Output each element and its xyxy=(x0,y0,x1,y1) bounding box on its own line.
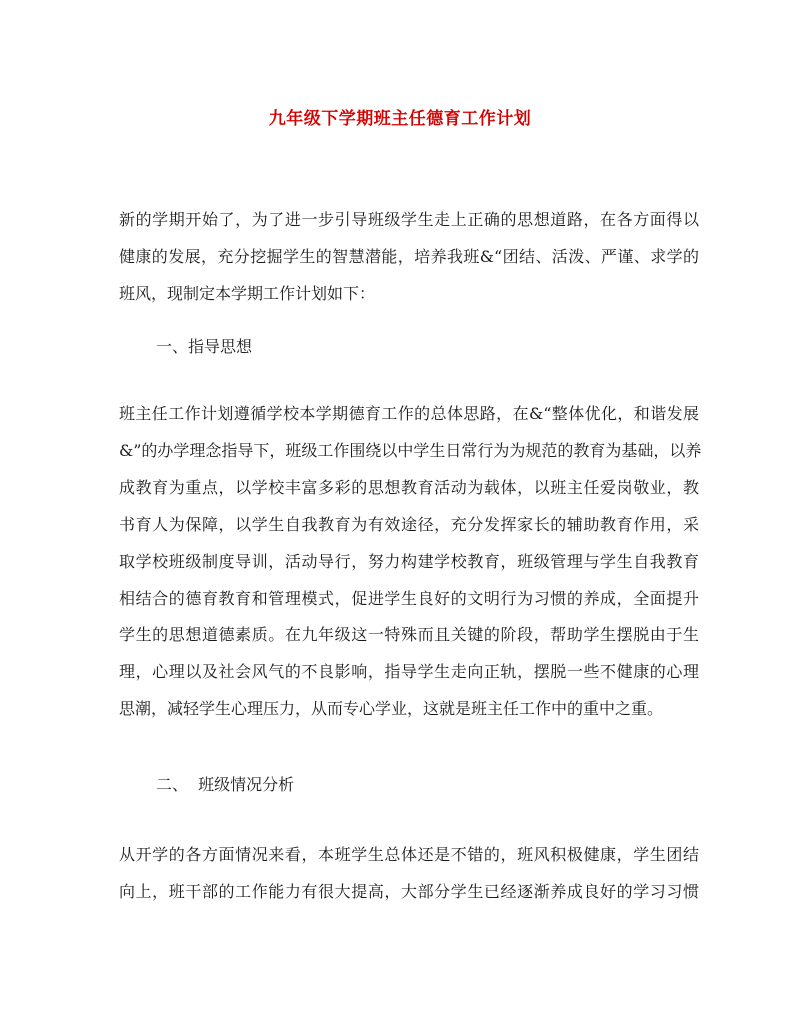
class-analysis-paragraph xyxy=(119,837,699,911)
text-line: 健康的发展，充分挖掘学生的智慧潜能，培养我班&“团结、活泼、严谨、求学的 xyxy=(119,246,699,266)
text-line: 向上，班干部的工作能力有很大提高，大部分学生已经逐渐养成良好的学习习惯 xyxy=(119,881,699,901)
text-line: 班风，现制定本学期工作计划如下： xyxy=(119,283,376,303)
text-line: 班主任工作计划遵循学校本学期德育工作的总体思路，在&“整体优化，和谐发展 xyxy=(119,404,699,423)
guiding-thought-paragraph xyxy=(119,396,702,728)
section-heading-guiding-thought: 一、指导思想 xyxy=(156,337,253,356)
text-line: 取学校班级制度导训，活动导行，努力构建学校教育，班级管理与学生自我教育 xyxy=(119,551,699,571)
text-line: 从开学的各方面情况来看，本班学生总体还是不错的，班风积极健康，学生团结 xyxy=(119,845,699,864)
text-line: 学生的思想道德素质。在九年级这一特殊而且关键的阶段，帮助学生摆脱由于生 xyxy=(119,625,699,645)
text-line: 成教育为重点，以学校丰富多彩的思想教育活动为载体，以班主任爱岗敬业，教 xyxy=(119,477,699,497)
text-line: 思潮，减轻学生心理压力，从而专心学业，这就是班主任工作中的重中之重。 xyxy=(119,699,664,719)
text-line: 相结合的德育教育和管理模式，促进学生良好的文明行为习惯的养成，全面提升 xyxy=(119,588,699,608)
intro-paragraph xyxy=(119,202,699,313)
text-line: &”的办学理念指导下，班级工作围绕以中学生日常行为为规范的教育为基础，以养 xyxy=(119,440,702,460)
section-heading-class-analysis: 二、 班级情况分析 xyxy=(156,775,295,794)
text-line: 理，心理以及社会风气的不良影响，指导学生走向正轨，摆脱一些不健康的心理 xyxy=(119,662,699,682)
document-title: 九年级下学期班主任德育工作计划 xyxy=(268,109,532,129)
text-line: 书育人为保障，以学生自我教育为有效途径，充分发挥家长的辅助教育作用，采 xyxy=(119,514,699,534)
text-line: 新的学期开始了，为了进一步引导班级学生走上正确的思想道路，在各方面得以 xyxy=(119,210,699,229)
